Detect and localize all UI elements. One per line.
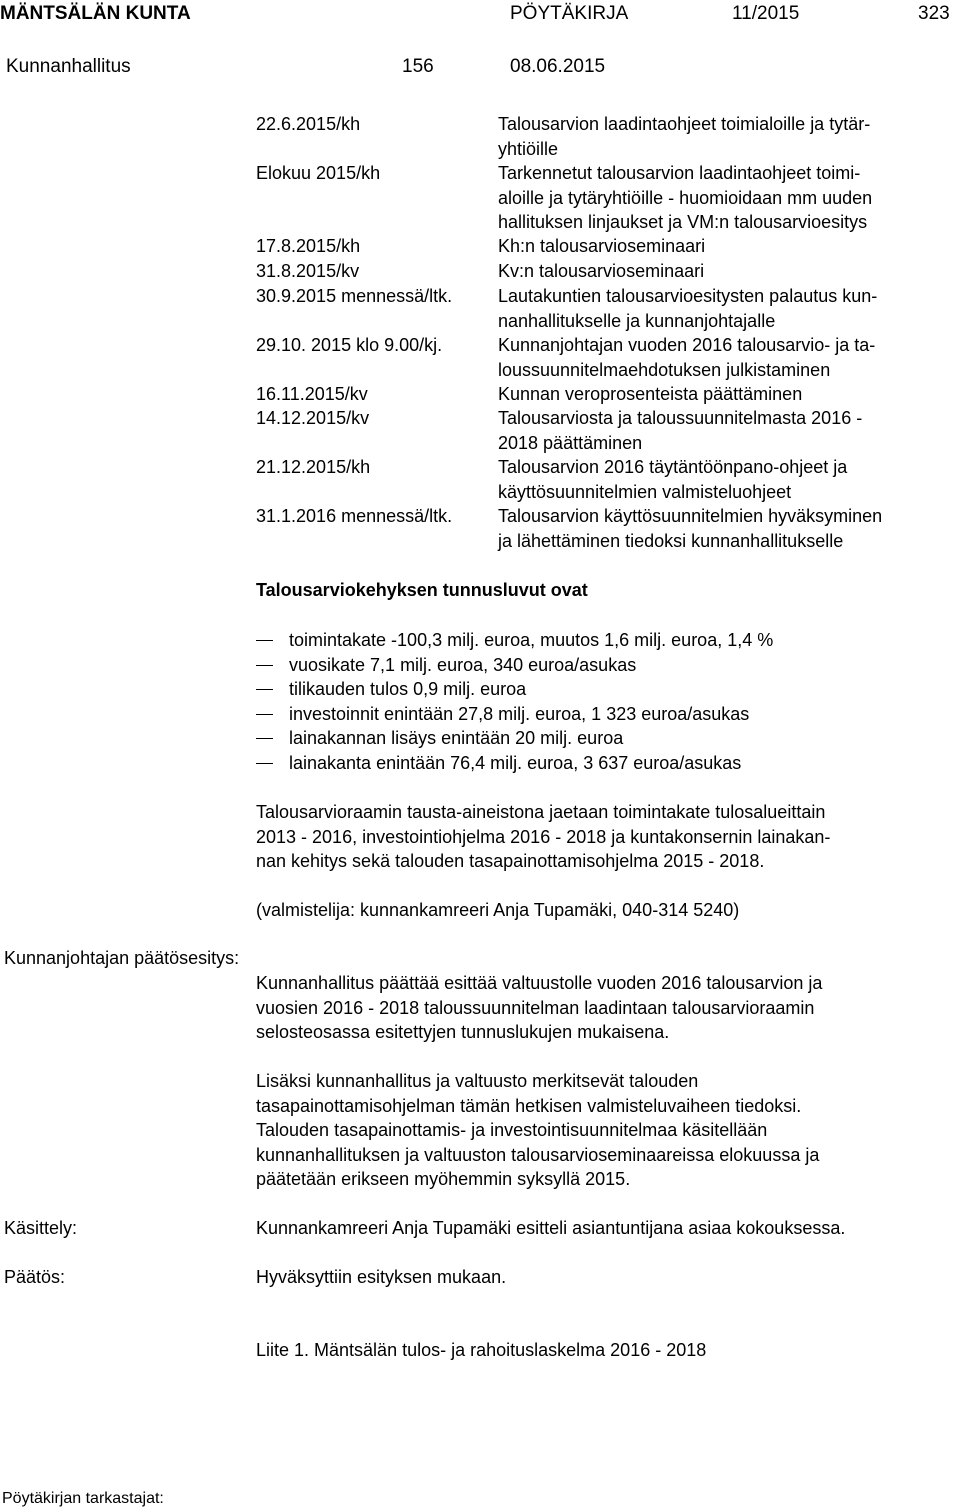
dash-bullet-icon — [256, 689, 273, 690]
list-item-text: lainakannan lisäys enintään 20 milj. euroa — [289, 728, 624, 748]
schedule-line: yhtiöille — [498, 138, 559, 159]
schedule-line: nanhallitukselle ja kunnanjohtajalle — [498, 310, 776, 331]
schedule-line: hallituksen linjaukset ja VM:n talousarvioesitys — [498, 212, 868, 232]
paragraph-line: kunnanhallituksen ja valtuuston talousarvioseminaareissa elokuussa ja — [256, 1144, 820, 1165]
list-item-text: vuosikate 7,1 milj. euroa, 340 euroa/asukas — [289, 654, 637, 675]
paragraph-line: tasapainottamisohjelman tämän hetkisen valmisteluvaiheen tiedoksi. — [256, 1095, 802, 1116]
proposal-paragraph — [256, 1069, 819, 1192]
attachment-note: Liite 1. Mäntsälän tulos- ja rahoituslaskelma 2016 - 2018 — [256, 1340, 707, 1360]
schedule-item — [498, 259, 958, 284]
schedule-date: 30.9.2015 mennessä/ltk. — [256, 286, 453, 306]
proposal-label: Kunnanjohtajan päätösesitys: — [4, 948, 240, 968]
dash-bullet-icon — [256, 665, 273, 666]
schedule-item — [498, 284, 958, 333]
schedule-item — [498, 161, 958, 235]
dash-bullet-icon — [256, 714, 273, 715]
schedule-date: Elokuu 2015/kh — [256, 163, 381, 183]
paragraph-line: Talouden tasapainottamis- ja investointisuunnitelmaa käsitellään — [256, 1120, 768, 1140]
schedule-item — [498, 382, 958, 407]
proposal-paragraph — [256, 971, 822, 1045]
schedule-line: Talousarvion 2016 täytäntöönpano-ohjeet ja — [498, 457, 848, 477]
schedule-date: 22.6.2015/kh — [256, 114, 361, 134]
schedule-line: Kunnan veroprosenteista päättäminen — [498, 384, 803, 404]
list-item-text: investoinnit enintään 27,8 milj. euroa, 1 323 euroa/asukas — [289, 703, 750, 724]
schedule-line: aloille ja tytäryhtiöille - huomioidaan mm uuden — [498, 187, 873, 208]
schedule-line: Tarkennetut talousarvion laadintaohjeet toimi- — [498, 163, 861, 183]
schedule-item — [498, 333, 958, 382]
handling-text: Kunnankamreeri Anja Tupamäki esitteli asiantuntijana asiaa kokouksessa. — [256, 1218, 846, 1238]
decision-text: Hyväksyttiin esityksen mukaan. — [256, 1267, 507, 1287]
document-number: 11/2015 — [732, 3, 800, 24]
paragraph-line: Kunnanhallitus päättää esittää valtuustolle vuoden 2016 talousarvion ja — [256, 973, 823, 993]
list-item-text: lainakanta enintään 76,4 milj. euroa, 3 637 euroa/asukas — [289, 752, 742, 773]
schedule-line: Kh:n talousarvioseminaari — [498, 236, 706, 256]
schedule-item — [498, 455, 958, 504]
paragraph-line: Lisäksi kunnanhallitus ja valtuusto merkitsevät talouden — [256, 1071, 699, 1091]
schedule-date: 31.1.2016 mennessä/ltk. — [256, 506, 453, 526]
list-item-text: toimintakate -100,3 milj. euroa, muutos 1,6 milj. euroa, 1,4 % — [289, 630, 774, 650]
background-paragraph — [256, 800, 830, 874]
schedule-line: käyttösuunnitelmien valmisteluohjeet — [498, 481, 792, 502]
municipality-name: MÄNTSÄLÄN KUNTA — [0, 3, 191, 24]
schedule-date: 14.12.2015/kv — [256, 408, 370, 428]
preparer-note: (valmistelija: kunnankamreeri Anja Tupamäki, 040-314 5240) — [256, 900, 740, 920]
footer-label: Pöytäkirjan tarkastajat: — [2, 1490, 164, 1507]
dash-bullet-icon — [256, 763, 273, 764]
meeting-date: 08.06.2015 — [510, 56, 606, 77]
schedule-item — [498, 234, 958, 259]
schedule-date: 16.11.2015/kv — [256, 384, 368, 404]
paragraph-line: nan kehitys sekä talouden tasapainottamisohjelma 2015 - 2018. — [256, 851, 765, 871]
board-name: Kunnanhallitus — [6, 56, 131, 77]
paragraph-line: 2013 - 2016, investointiohjelma 2016 - 2018 ja kuntakonsernin lainakan- — [256, 826, 831, 847]
dash-bullet-icon — [256, 640, 273, 641]
framework-heading: Talousarviokehyksen tunnusluvut ovat — [256, 580, 588, 600]
schedule-date: 31.8.2015/kv — [256, 261, 360, 281]
schedule-date: 29.10. 2015 klo 9.00/kj. — [256, 335, 443, 355]
decision-label: Päätös: — [4, 1267, 66, 1287]
paragraph-line: selosteosassa esitettyjen tunnuslukujen mukaisena. — [256, 1022, 670, 1042]
schedule-line: Talousarvion käyttösuunnitelmien hyväksyminen — [498, 506, 883, 526]
schedule-line: Kv:n talousarvioseminaari — [498, 261, 705, 281]
handling-label: Käsittely: — [4, 1218, 78, 1238]
document-type: PÖYTÄKIRJA — [510, 3, 629, 24]
schedule-line: loussuunnitelmaehdotuksen julkistaminen — [498, 359, 831, 380]
schedule-item — [498, 406, 958, 455]
schedule-line: Talousarviosta ja taloussuunnitelmasta 2016 - — [498, 408, 863, 428]
schedule-item — [498, 504, 958, 553]
schedule-line: Kunnanjohtajan vuoden 2016 talousarvio- ja ta- — [498, 335, 876, 355]
schedule-line: ja lähettäminen tiedoksi kunnanhallitukselle — [498, 530, 844, 551]
page-number: 323 — [918, 3, 950, 24]
dash-bullet-icon — [256, 738, 273, 739]
paragraph-line: vuosien 2016 - 2018 taloussuunnitelman laadintaan talousarvioraamin — [256, 997, 815, 1018]
schedule-date: 17.8.2015/kh — [256, 236, 361, 256]
paragraph-line: Talousarvioraamin tausta-aineistona jaetaan toimintakate tulosalueittain — [256, 802, 826, 822]
schedule-line: Lautakuntien talousarvioesitysten palautus kun- — [498, 286, 878, 306]
schedule-date: 21.12.2015/kh — [256, 457, 371, 477]
list-item-text: tilikauden tulos 0,9 milj. euroa — [289, 679, 527, 699]
schedule-line: 2018 päättäminen — [498, 432, 643, 453]
section-number: 156 — [402, 56, 434, 77]
paragraph-line: päätetään erikseen myöhemmin syksyllä 2015. — [256, 1169, 631, 1189]
schedule-item — [498, 112, 958, 161]
schedule-line: Talousarvion laadintaohjeet toimialoille ja tytär- — [498, 114, 871, 134]
